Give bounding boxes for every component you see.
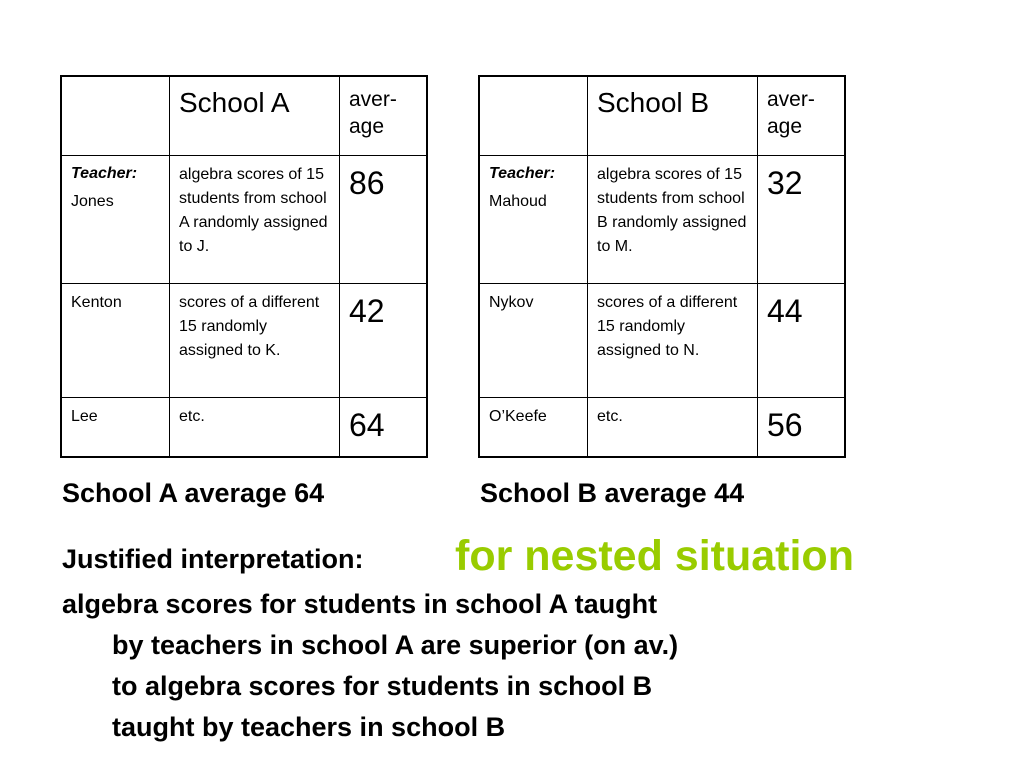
average-cell bbox=[340, 398, 428, 458]
row-average: 42 bbox=[349, 293, 385, 329]
header-school-cell bbox=[588, 76, 758, 156]
average-cell bbox=[340, 284, 428, 398]
row-description: etc. bbox=[179, 408, 205, 425]
table-row bbox=[479, 156, 845, 284]
table-row bbox=[61, 156, 427, 284]
teacher-role-label: Teacher: bbox=[489, 165, 556, 182]
teacher-cell bbox=[479, 156, 588, 284]
teacher-name: O’Keefe bbox=[489, 408, 547, 425]
header-blank-cell bbox=[479, 76, 588, 156]
teacher-name: Lee bbox=[71, 408, 98, 425]
description-cell bbox=[588, 398, 758, 458]
teacher-name: Kenton bbox=[71, 294, 122, 311]
row-description: algebra scores of 15 students from school B randomly assigned to M. bbox=[597, 166, 747, 255]
header-blank-cell bbox=[61, 76, 170, 156]
description-cell bbox=[588, 284, 758, 398]
teacher-cell bbox=[61, 156, 170, 284]
statement-line: algebra scores for students in school A taught bbox=[62, 589, 658, 619]
row-average: 56 bbox=[767, 407, 803, 443]
school-b-table bbox=[478, 75, 846, 458]
interpretation-statement bbox=[62, 584, 962, 748]
statement-line: to algebra scores for students in school B bbox=[112, 671, 653, 701]
table-row bbox=[479, 398, 845, 458]
row-average: 44 bbox=[767, 293, 803, 329]
teacher-cell bbox=[479, 284, 588, 398]
average-cell bbox=[340, 156, 428, 284]
school-a-average-summary: School A average 64 bbox=[62, 478, 325, 508]
average-header: aver-age bbox=[767, 88, 815, 138]
row-average: 64 bbox=[349, 407, 385, 443]
interpretation-label: Justified interpretation: bbox=[62, 544, 364, 574]
teacher-cell bbox=[61, 398, 170, 458]
header-average-cell bbox=[758, 76, 846, 156]
teacher-name: Nykov bbox=[489, 294, 534, 311]
average-cell bbox=[758, 398, 846, 458]
teacher-role-label: Teacher: bbox=[71, 165, 138, 182]
statement-line: by teachers in school A are superior (on av.) bbox=[112, 630, 679, 660]
school-a-table bbox=[60, 75, 428, 458]
description-cell bbox=[170, 398, 340, 458]
row-description: scores of a different 15 randomly assigned to K. bbox=[179, 294, 320, 359]
table-header-row bbox=[479, 76, 845, 156]
teacher-name: Mahoud bbox=[489, 193, 547, 210]
description-cell bbox=[170, 156, 340, 284]
nested-situation-highlight: for nested situation bbox=[455, 532, 854, 580]
row-description: algebra scores of 15 students from school A randomly assigned to J. bbox=[179, 166, 328, 255]
row-average: 86 bbox=[349, 165, 385, 201]
table-header-row bbox=[61, 76, 427, 156]
statement-line: taught by teachers in school B bbox=[112, 712, 506, 742]
row-description: etc. bbox=[597, 408, 623, 425]
header-average-cell bbox=[340, 76, 428, 156]
average-cell bbox=[758, 156, 846, 284]
teacher-cell bbox=[479, 398, 588, 458]
table-row bbox=[61, 398, 427, 458]
average-cell bbox=[758, 284, 846, 398]
school-b-header: School B bbox=[597, 87, 710, 118]
average-header: aver-age bbox=[349, 88, 397, 138]
table-row bbox=[61, 284, 427, 398]
teacher-name: Jones bbox=[71, 193, 114, 210]
teacher-cell bbox=[61, 284, 170, 398]
description-cell bbox=[588, 156, 758, 284]
row-description: scores of a different 15 randomly assigned to N. bbox=[597, 294, 738, 359]
table-row bbox=[479, 284, 845, 398]
school-a-header: School A bbox=[179, 87, 290, 118]
description-cell bbox=[170, 284, 340, 398]
row-average: 32 bbox=[767, 165, 803, 201]
school-b-average-summary: School B average 44 bbox=[480, 478, 745, 508]
header-school-cell bbox=[170, 76, 340, 156]
